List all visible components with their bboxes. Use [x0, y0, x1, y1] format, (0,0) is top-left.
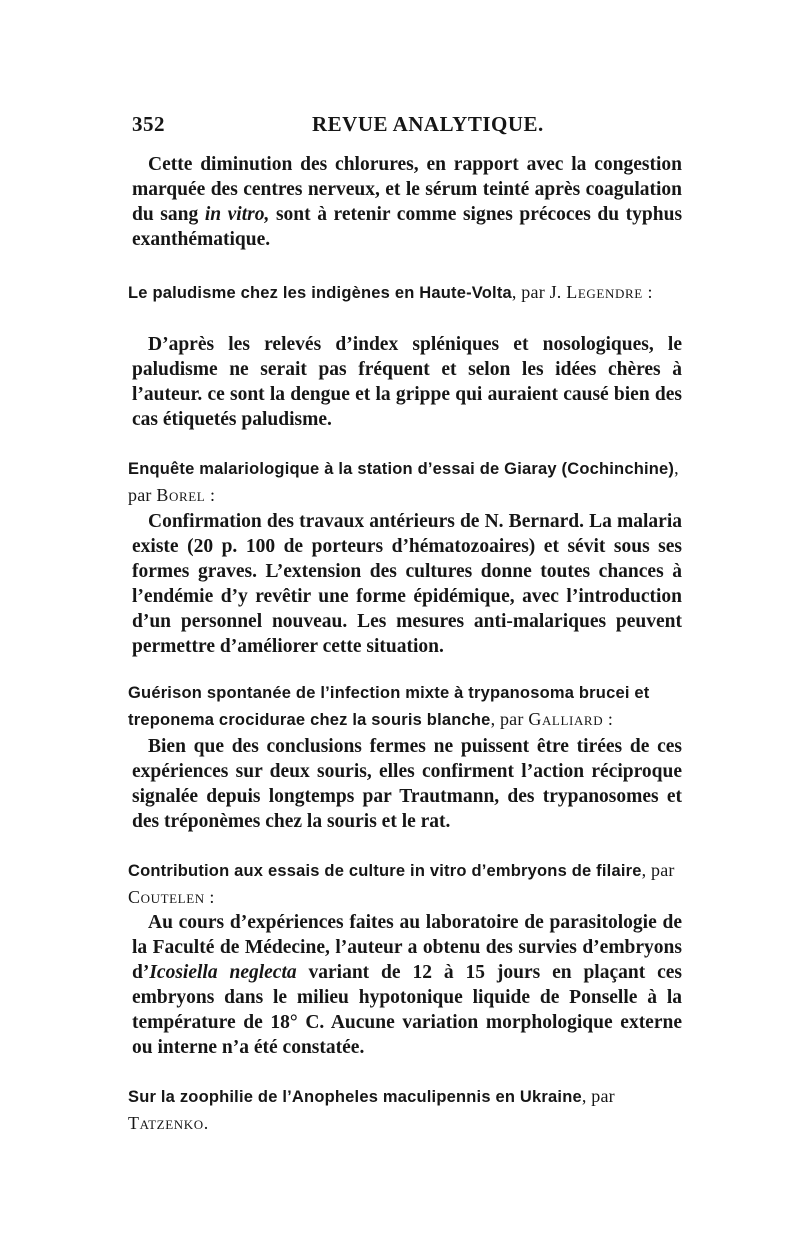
article-by: , par: [128, 458, 679, 505]
article-heading-end: :: [603, 709, 614, 729]
article-by: , par: [490, 709, 524, 729]
intro-italic: in vitro,: [204, 204, 270, 225]
article-by: , par: [641, 860, 675, 880]
article-author: Coutelen: [128, 887, 205, 907]
article-body: D’après les relevés d’index spléniques et nosologiques, le paludisme ne serait pas fréquent et selon les idées chères à l’auteur. ce sont la dengue et la grippe qui auraient causé bien des cas étiquetés paludisme.: [132, 334, 682, 430]
article-body: Bien que des conclusions fermes ne puissent être tirées de ces expériences sur deux souris, elles confirment l’action réciproque signalée depuis longtemps par Trautmann, des trypanosomes et des tréponèmes chez la souris et le rat.: [132, 736, 682, 832]
article-title: Contribution aux essais de culture in vitro d’embryons de filaire: [128, 862, 642, 880]
article-author: Galliard: [528, 709, 604, 729]
article-author: Tatzenko: [128, 1113, 204, 1133]
article-heading: [128, 279, 688, 306]
article-heading: [128, 857, 688, 911]
page-number: 352: [132, 112, 165, 136]
article-heading: [128, 680, 688, 733]
article-body-text: variant de 12 à 15 jours en plaçant ces embryons dans le milieu hypotonique liquide de Ponselle à la température de 18° C. Aucune variation morphologique externe ou interne n’a été constatée.: [132, 962, 682, 1058]
running-head: [0, 112, 800, 142]
article-heading-end: :: [642, 282, 653, 302]
article-title: Guérison spontanée de l’infection mixte à trypanosoma brucei et treponema crocidurae chez la souris blanche: [128, 684, 650, 729]
article-title: Enquête malariologique à la station d’essai de Giaray (Cochinchine): [128, 460, 675, 478]
running-title: REVUE ANALYTIQUE.: [312, 112, 544, 136]
species-name: Icosiella neglecta: [149, 962, 297, 983]
article-heading-end: .: [203, 1113, 209, 1133]
article-author: Borel: [156, 485, 206, 505]
intro-text-end: sont à retenir comme signes précoces du typhus exanthématique.: [132, 204, 683, 250]
article-heading: [128, 455, 688, 509]
intro-text: Cette diminution des chlorures, en rapport avec la congestion marquée des centres nerveux, et le sérum teinté après coagulation du sang: [132, 154, 682, 225]
article-by: , par: [581, 1086, 615, 1106]
article-heading-end: :: [204, 887, 215, 907]
intro-paragraph: [132, 152, 682, 252]
article-author: Legendre: [566, 282, 643, 302]
article-title: Le paludisme chez les indigènes en Haute-Volta: [128, 284, 512, 302]
article-body-text: Au cours d’expériences faites au laboratoire de parasitologie de la Faculté de Médecine, l’auteur a obtenu des survies d’embryons d’: [132, 912, 682, 983]
article-body: Confirmation des travaux antérieurs de N. Bernard. La malaria existe (20 p. 100 de porteurs d’hématozoaires) et sévit sous ses formes graves. L’extension des cultures donne toutes chances à l’endémie d’y revêtir une forme épidémique, avec l’introduction d’un personnel nouveau. Les mesures anti-malariques peuvent permettre d’améliorer cette situation.: [132, 511, 682, 657]
article-title: Sur la zoophilie de l’Anopheles maculipennis en Ukraine: [128, 1088, 582, 1106]
article-heading-end: :: [205, 485, 216, 505]
article-by: , par J.: [511, 282, 562, 302]
article-heading: [128, 1083, 688, 1137]
article-body: [132, 910, 682, 1060]
